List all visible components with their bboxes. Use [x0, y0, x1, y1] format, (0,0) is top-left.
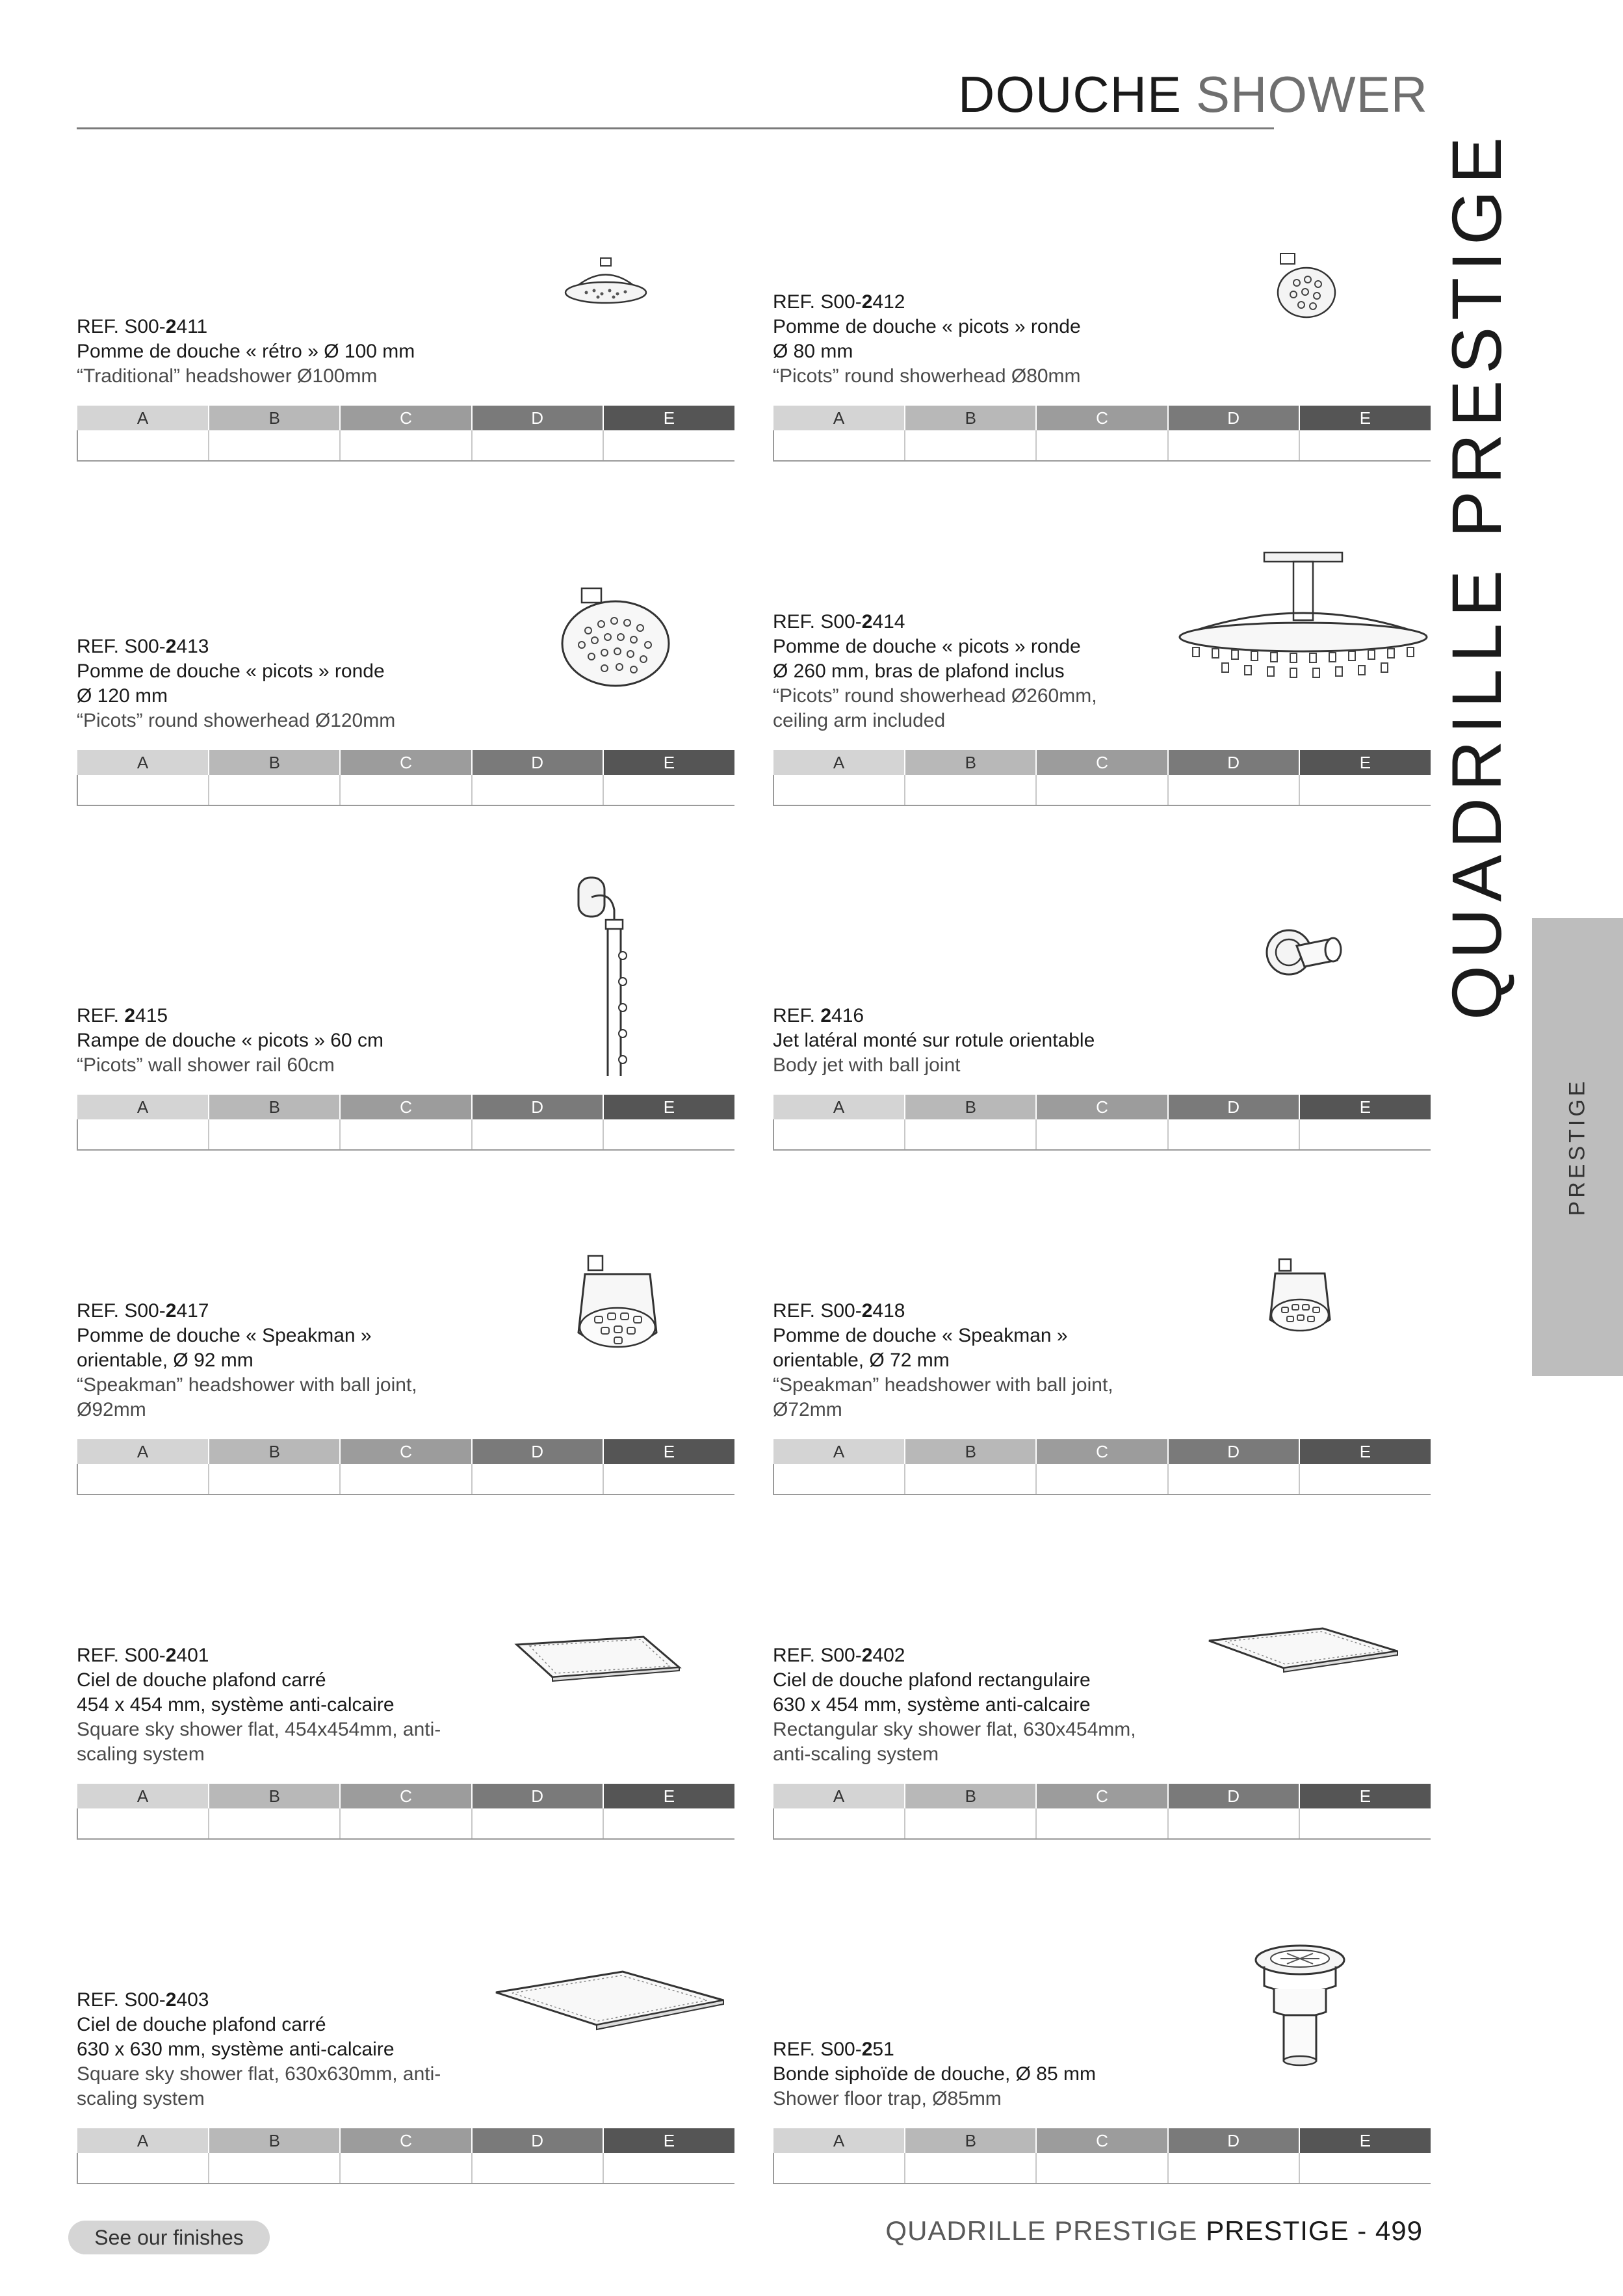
product-text	[773, 1643, 1202, 1767]
finish-table	[77, 406, 734, 462]
product-description-en: Square sky shower flat, 630x630mm, anti- scaling system	[77, 2063, 441, 2109]
finish-header-c: C	[1036, 1439, 1167, 1464]
finish-header-c: C	[340, 750, 471, 775]
finish-cell-b[interactable]	[209, 1808, 340, 1839]
product-ref-bold: 2	[124, 1005, 136, 1026]
product-ref-prefix: REF. S00-	[77, 1645, 166, 1666]
finish-header-b: B	[905, 750, 1036, 775]
finish-cell-b[interactable]	[209, 1464, 340, 1494]
finish-header-a: A	[77, 406, 209, 430]
product-ref-prefix: REF.	[773, 1005, 821, 1026]
finish-header-a: A	[773, 2128, 905, 2153]
product-description-en: “Picots” round showerhead Ø260mm, ceiling arm included	[773, 685, 1097, 731]
product-ref-bold: 2	[861, 1645, 873, 1666]
product-ref-bold: 2	[165, 636, 177, 657]
finish-cell-a[interactable]	[77, 430, 209, 461]
product-ref-suffix: 412	[872, 291, 905, 313]
product-ref-bold: 2	[165, 1645, 177, 1666]
product-ref-prefix: REF. S00-	[773, 1300, 862, 1322]
finish-cell-c[interactable]	[1036, 1464, 1167, 1494]
finish-cell-c[interactable]	[1036, 1119, 1167, 1150]
finish-header-e: E	[603, 750, 734, 775]
finish-header-b: B	[905, 1439, 1036, 1464]
finish-table	[77, 1439, 734, 1495]
finish-cell-c[interactable]	[1036, 775, 1167, 805]
title-divider	[77, 127, 1274, 129]
finish-cell-a[interactable]	[773, 775, 905, 805]
finish-header-e: E	[1299, 2128, 1431, 2153]
product-ref	[77, 634, 506, 659]
finish-cell-b[interactable]	[905, 1464, 1036, 1494]
page-title-primary: DOUCHE	[957, 66, 1182, 123]
finish-cell-e[interactable]	[603, 775, 734, 805]
finish-header-c: C	[1036, 1095, 1167, 1119]
finish-cell-b[interactable]	[209, 1119, 340, 1150]
finish-cell-d[interactable]	[472, 1808, 603, 1839]
finish-cell-c[interactable]	[340, 1464, 471, 1494]
finish-header-e: E	[1299, 750, 1431, 775]
product-ref-suffix: 51	[872, 2039, 894, 2060]
finish-cell-d[interactable]	[472, 1119, 603, 1150]
product-description-en: “Picots” round showerhead Ø120mm	[77, 710, 396, 731]
product-description-en: Square sky shower flat, 454x454mm, anti- scaling system	[77, 1719, 441, 1765]
finish-header-a: A	[77, 2128, 209, 2153]
page-footer	[885, 2215, 1423, 2247]
finish-cell-c[interactable]	[340, 1119, 471, 1150]
finish-header-d: D	[472, 1439, 603, 1464]
product-text	[77, 1004, 506, 1078]
finish-table	[773, 2128, 1431, 2184]
finish-cell-e[interactable]	[1299, 775, 1431, 805]
finish-cell-a[interactable]	[77, 1464, 209, 1494]
finish-cell-b[interactable]	[905, 2153, 1036, 2184]
finish-header-c: C	[340, 2128, 471, 2153]
product-description-fr: Rampe de douche « picots » 60 cm	[77, 1030, 383, 1051]
finish-cell-e[interactable]	[603, 1808, 734, 1839]
product-ref	[77, 1299, 506, 1324]
finish-header-d: D	[472, 1784, 603, 1808]
finish-cell-e[interactable]	[603, 1119, 734, 1150]
finish-cell-b[interactable]	[209, 2153, 340, 2184]
finish-header-c: C	[340, 1095, 471, 1119]
footer-separator: -	[1349, 2215, 1375, 2246]
finish-cell-d[interactable]	[1168, 2153, 1299, 2184]
product-ref-prefix: REF. S00-	[77, 316, 166, 337]
finish-header-a: A	[773, 1095, 905, 1119]
product-ref-suffix: 417	[176, 1300, 209, 1322]
finish-header-a: A	[77, 750, 209, 775]
finish-table	[77, 2128, 734, 2184]
product-text	[77, 315, 506, 389]
finish-cell-d[interactable]	[1168, 1119, 1299, 1150]
finish-header-a: A	[77, 1439, 209, 1464]
side-section-tab-label: PRESTIGE	[1565, 1078, 1590, 1216]
finish-cell-b[interactable]	[905, 1808, 1036, 1839]
product-text	[773, 290, 1202, 389]
finish-header-b: B	[209, 1784, 340, 1808]
finish-header-c: C	[340, 1439, 471, 1464]
finish-header-e: E	[1299, 1784, 1431, 1808]
small-speakman-showerhead-icon	[1267, 1258, 1332, 1336]
finish-cell-a[interactable]	[773, 1808, 905, 1839]
finish-header-d: D	[472, 750, 603, 775]
finish-table	[77, 1784, 734, 1840]
product-ref-bold: 2	[820, 1005, 832, 1026]
large-square-sky-shower-icon	[493, 1966, 727, 2031]
product-ref-prefix: REF. S00-	[77, 636, 166, 657]
product-ref-prefix: REF. S00-	[77, 1300, 166, 1322]
finish-header-b: B	[905, 406, 1036, 430]
finish-table	[77, 750, 734, 806]
finish-header-d: D	[1168, 750, 1299, 775]
product-text	[773, 1004, 1202, 1078]
see-finishes-button[interactable]: See our finishes	[68, 2221, 270, 2254]
product-ref-prefix: REF.	[77, 1005, 125, 1026]
finish-cell-a[interactable]	[77, 2153, 209, 2184]
finish-header-a: A	[773, 1784, 905, 1808]
finish-cell-e[interactable]	[1299, 430, 1431, 461]
finish-cell-e[interactable]	[1299, 1464, 1431, 1494]
finish-header-d: D	[1168, 406, 1299, 430]
finish-cell-a[interactable]	[77, 1119, 209, 1150]
finish-cell-e[interactable]	[603, 2153, 734, 2184]
finish-cell-d[interactable]	[1168, 1808, 1299, 1839]
product-description-en: Body jet with ball joint	[773, 1054, 961, 1076]
product-ref-prefix: REF. S00-	[773, 611, 862, 633]
product-text	[773, 610, 1202, 733]
finish-cell-a[interactable]	[773, 430, 905, 461]
finish-cell-d[interactable]	[1168, 1464, 1299, 1494]
product-text	[77, 1643, 506, 1767]
product-ref-bold: 2	[165, 1300, 177, 1322]
page-number: 499	[1375, 2215, 1423, 2246]
finish-cell-a[interactable]	[77, 1808, 209, 1839]
product-ref-bold: 2	[165, 1989, 177, 2011]
floor-trap-icon	[1251, 1940, 1349, 2070]
product-description-fr: Pomme de douche « picots » ronde Ø 120 mm	[77, 660, 385, 707]
finish-cell-c[interactable]	[1036, 2153, 1167, 2184]
finish-header-e: E	[603, 1439, 734, 1464]
product-ref	[773, 1643, 1202, 1668]
finish-header-a: A	[77, 1784, 209, 1808]
finish-header-e: E	[1299, 1439, 1431, 1464]
finish-table	[77, 1095, 734, 1151]
finish-cell-c[interactable]	[1036, 430, 1167, 461]
speakman-showerhead-icon	[575, 1255, 660, 1352]
product-ref	[77, 1004, 506, 1028]
finish-header-c: C	[1036, 406, 1167, 430]
finish-cell-d[interactable]	[472, 430, 603, 461]
product-description-fr: Pomme de douche « picots » ronde Ø 80 mm	[773, 316, 1081, 362]
product-description-fr: Ciel de douche plafond rectangulaire 630 x 454 mm, système anti-calcaire	[773, 1669, 1091, 1715]
product-ref	[77, 1988, 506, 2013]
finish-cell-d[interactable]	[1168, 775, 1299, 805]
product-ref-suffix: 401	[176, 1645, 209, 1666]
product-ref	[773, 1004, 1202, 1028]
product-description-en: “Speakman” headshower with ball joint, Ø72mm	[773, 1374, 1113, 1420]
finish-cell-e[interactable]	[1299, 1119, 1431, 1150]
finish-table	[773, 750, 1431, 806]
product-ref-suffix: 411	[176, 316, 208, 337]
product-ref	[77, 315, 506, 339]
finish-header-b: B	[209, 1095, 340, 1119]
product-description-en: “Picots” round showerhead Ø80mm	[773, 365, 1081, 387]
finish-header-c: C	[1036, 750, 1167, 775]
square-sky-shower-icon	[513, 1632, 682, 1684]
finish-header-a: A	[77, 1095, 209, 1119]
finish-header-d: D	[472, 2128, 603, 2153]
finish-cell-a[interactable]	[773, 2153, 905, 2184]
finish-table	[773, 1439, 1431, 1495]
finish-header-b: B	[209, 2128, 340, 2153]
finish-header-e: E	[1299, 406, 1431, 430]
page-title	[957, 66, 1428, 123]
finish-header-d: D	[1168, 1784, 1299, 1808]
finish-cell-d[interactable]	[472, 2153, 603, 2184]
finish-table	[773, 1095, 1431, 1151]
wall-shower-rail-icon	[572, 871, 637, 1079]
finish-cell-b[interactable]	[209, 775, 340, 805]
finish-header-b: B	[209, 1439, 340, 1464]
product-text	[77, 634, 506, 733]
finish-cell-a[interactable]	[773, 1119, 905, 1150]
finish-header-a: A	[773, 1439, 905, 1464]
finish-header-d: D	[1168, 1095, 1299, 1119]
product-ref	[773, 1299, 1202, 1324]
product-description-fr: Ciel de douche plafond carré 454 x 454 mm, système anti-calcaire	[77, 1669, 395, 1715]
product-ref-suffix: 403	[176, 1989, 209, 2011]
product-ref-suffix: 416	[831, 1005, 864, 1026]
finish-header-b: B	[905, 2128, 1036, 2153]
product-description-en: Shower floor trap, Ø85mm	[773, 2088, 1002, 2109]
product-text	[77, 1299, 506, 1422]
finish-header-d: D	[1168, 1439, 1299, 1464]
page-title-secondary: SHOWER	[1196, 66, 1428, 123]
product-description-en: “Picots” wall shower rail 60cm	[77, 1054, 335, 1076]
product-ref-bold: 2	[861, 2039, 873, 2060]
product-description-en: “Speakman” headshower with ball joint, Ø92mm	[77, 1374, 417, 1420]
finish-cell-b[interactable]	[905, 430, 1036, 461]
product-ref-suffix: 402	[872, 1645, 905, 1666]
finish-header-c: C	[340, 406, 471, 430]
ceiling-showerhead-icon	[1173, 551, 1433, 694]
product-ref-suffix: 413	[176, 636, 209, 657]
small-round-showerhead-icon	[1267, 250, 1339, 322]
product-description-fr: Pomme de douche « rétro » Ø 100 mm	[77, 341, 415, 362]
product-description-fr: Bonde siphoïde de douche, Ø 85 mm	[773, 2063, 1096, 2085]
product-text	[773, 1299, 1202, 1422]
product-ref	[773, 290, 1202, 315]
finish-cell-e[interactable]	[1299, 1808, 1431, 1839]
round-showerhead-icon	[556, 585, 673, 689]
product-description-en: “Traditional” headshower Ø100mm	[77, 365, 378, 387]
product-ref	[773, 2037, 1202, 2062]
vertical-collection-title	[1433, 130, 1521, 1021]
finish-header-a: A	[773, 406, 905, 430]
product-ref-prefix: REF. S00-	[773, 291, 862, 313]
product-description-fr: Jet latéral monté sur rotule orientable	[773, 1030, 1095, 1051]
product-description-fr: Pomme de douche « Speakman » orientable, Ø 72 mm	[773, 1325, 1068, 1371]
finish-cell-c[interactable]	[1036, 1808, 1167, 1839]
finish-cell-a[interactable]	[773, 1464, 905, 1494]
finish-header-e: E	[603, 2128, 734, 2153]
finish-header-a: A	[773, 750, 905, 775]
finish-cell-b[interactable]	[209, 430, 340, 461]
footer-collection: QUADRILLE PRESTIGE	[885, 2215, 1198, 2246]
finish-header-e: E	[603, 1784, 734, 1808]
product-ref	[77, 1643, 506, 1668]
side-section-tab[interactable]	[1532, 918, 1623, 1376]
product-description-fr: Ciel de douche plafond carré 630 x 630 mm, système anti-calcaire	[77, 2014, 395, 2060]
finish-cell-b[interactable]	[905, 1119, 1036, 1150]
finish-cell-a[interactable]	[77, 775, 209, 805]
finish-header-e: E	[603, 1095, 734, 1119]
finish-cell-e[interactable]	[603, 430, 734, 461]
product-text	[773, 2037, 1202, 2111]
finish-cell-b[interactable]	[905, 775, 1036, 805]
finish-cell-d[interactable]	[472, 775, 603, 805]
finish-header-b: B	[209, 750, 340, 775]
product-ref-bold: 2	[861, 611, 873, 633]
body-jet-icon	[1264, 920, 1349, 991]
finish-header-b: B	[905, 1784, 1036, 1808]
product-ref-suffix: 418	[872, 1300, 905, 1322]
product-ref-bold: 2	[861, 291, 873, 313]
finish-cell-d[interactable]	[1168, 430, 1299, 461]
vertical-collection-title-text: QUADRILLE PRESTIGE	[1437, 130, 1516, 1021]
finish-header-b: B	[209, 406, 340, 430]
finish-header-e: E	[603, 406, 734, 430]
finish-header-b: B	[905, 1095, 1036, 1119]
finish-cell-d[interactable]	[472, 1464, 603, 1494]
footer-section: PRESTIGE	[1206, 2215, 1349, 2246]
product-ref-bold: 2	[165, 316, 177, 337]
product-description-en: Rectangular sky shower flat, 630x454mm, anti-scaling system	[773, 1719, 1136, 1765]
finish-cell-e[interactable]	[603, 1464, 734, 1494]
product-ref	[773, 610, 1202, 634]
finish-header-d: D	[472, 406, 603, 430]
finish-cell-c[interactable]	[340, 430, 471, 461]
finish-header-c: C	[1036, 2128, 1167, 2153]
product-description-fr: Pomme de douche « picots » ronde Ø 260 mm, bras de plafond inclus	[773, 636, 1081, 682]
finish-header-c: C	[340, 1784, 471, 1808]
finish-cell-c[interactable]	[340, 775, 471, 805]
finish-cell-c[interactable]	[340, 2153, 471, 2184]
rectangular-sky-shower-icon	[1206, 1625, 1401, 1677]
product-ref-suffix: 415	[135, 1005, 168, 1026]
finish-table	[773, 406, 1431, 462]
finish-cell-e[interactable]	[1299, 2153, 1431, 2184]
product-text	[77, 1988, 506, 2111]
finish-header-d: D	[472, 1095, 603, 1119]
product-card	[773, 865, 1431, 1151]
product-description-fr: Pomme de douche « Speakman » orientable, Ø 92 mm	[77, 1325, 372, 1371]
product-ref-prefix: REF. S00-	[773, 2039, 862, 2060]
finish-cell-c[interactable]	[340, 1808, 471, 1839]
retro-showerhead-icon	[560, 257, 651, 309]
finish-header-d: D	[1168, 2128, 1299, 2153]
product-ref-prefix: REF. S00-	[773, 1645, 862, 1666]
product-ref-prefix: REF. S00-	[77, 1989, 166, 2011]
finish-header-e: E	[1299, 1095, 1431, 1119]
product-ref-suffix: 414	[872, 611, 905, 633]
product-ref-bold: 2	[861, 1300, 873, 1322]
finish-header-c: C	[1036, 1784, 1167, 1808]
finish-table	[773, 1784, 1431, 1840]
